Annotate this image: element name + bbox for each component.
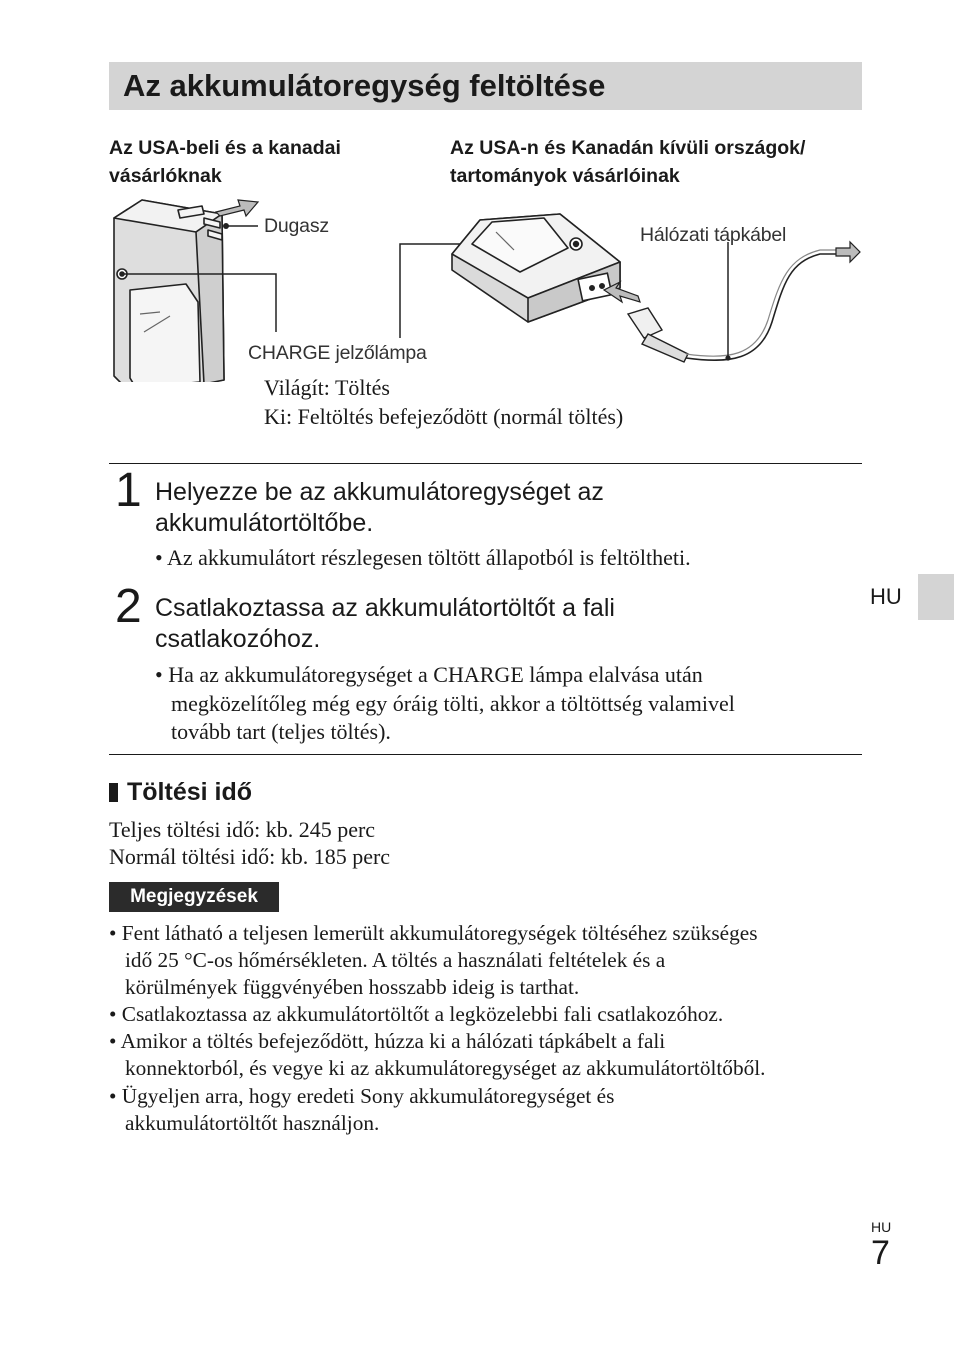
step-2-text-line1: Csatlakoztassa az akkumulátortöltőt a fali [155, 594, 615, 622]
note-2-line1: • Csatlakoztassa az akkumulátortöltőt a legközelebbi fali csatlakozóhoz. [109, 1002, 724, 1026]
normal-charge-time: Normál töltési idő: kb. 185 perc [109, 844, 391, 869]
step-1-text-line1: Helyezze be az akkumulátoregységet az [155, 478, 604, 506]
note-1-line1: • Fent látható a teljesen lemerült akkumulátoregységek töltéséhez szükséges [109, 921, 758, 945]
note-4-line2: akkumulátortöltőt használjon. [125, 1111, 380, 1135]
step-2-text-line2: csatlakozóhoz. [155, 625, 321, 653]
cable-plug-icon [628, 308, 688, 362]
step-1-bullet: • Az akkumulátort részlegesen töltött állapotból is feltöltheti. [155, 545, 691, 570]
divider-bottom [109, 754, 862, 755]
note-4-line1: • Ügyeljen arra, hogy eredeti Sony akkumulátoregységet és [109, 1084, 615, 1108]
cable-label: Hálózati tápkábel [640, 224, 787, 246]
right-column-heading-line2: tartományok vásárlóinak [450, 165, 680, 187]
charger-usa-icon [114, 200, 224, 382]
language-side-tab [918, 574, 954, 620]
notes-label: Megjegyzések [109, 882, 279, 912]
plug-arrow-icon [216, 200, 258, 216]
page-title: Az akkumulátoregység feltöltése [123, 68, 606, 103]
step-2-bullet-line3: tovább tart (teljes töltés). [171, 719, 391, 744]
charge-lamp-label: CHARGE jelzőlámpa [248, 342, 427, 364]
note-3-line2: konnektorból, és vegye ki az akkumulátoregységet az akkumulátortöltőből. [125, 1056, 766, 1080]
charging-time-title: Töltési idő [127, 778, 252, 806]
step-2-bullet-line1: • Ha az akkumulátoregységet a CHARGE lámpa elalvása után [155, 662, 703, 687]
step-2-number: 2 [115, 580, 142, 633]
note-1-line2: idő 25 °C-os hőmérsékleten. A töltés a használati feltételek és a [125, 948, 666, 972]
left-column-heading-line2: vásárlóknak [109, 165, 222, 187]
legend-off: Ki: Feltöltés befejeződött (normál töltés) [264, 404, 624, 429]
note-1-line3: körülmények függvényében hosszabb ideig is tarthat. [125, 975, 580, 999]
language-side-label: HU [870, 584, 902, 609]
step-2-bullet-line2: megközelítőleg még egy óráig tölti, akkor a töltöttség valamivel [171, 691, 735, 716]
page-number: 7 [871, 1234, 890, 1272]
cable-end-arrow-icon [836, 242, 860, 262]
left-column-heading-line1: Az USA-beli és a kanadai [109, 137, 341, 159]
step-1-number: 1 [115, 464, 142, 517]
charger-intl-icon [452, 214, 620, 322]
full-charge-time: Teljes töltési idő: kb. 245 perc [109, 817, 376, 842]
footer-language: HU [871, 1219, 892, 1235]
legend-on: Világít: Töltés [264, 375, 390, 400]
note-3-line1: • Amikor a töltés befejeződött, húzza ki a hálózati tápkábelt a fali [109, 1029, 666, 1053]
plug-label: Dugasz [264, 215, 329, 237]
divider-top [109, 463, 862, 464]
charger-illustration [100, 192, 870, 382]
right-column-heading-line1: Az USA-n és Kanadán kívüli országok/ [450, 137, 806, 159]
step-1-text-line2: akkumulátortöltőbe. [155, 509, 374, 537]
section-marker-icon [109, 783, 118, 802]
